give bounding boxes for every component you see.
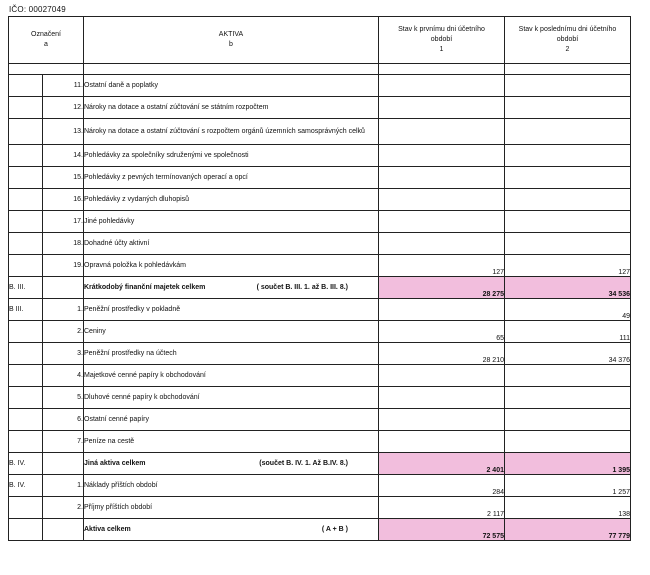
header-designation-title: Označení xyxy=(31,31,61,38)
row-value-first xyxy=(379,365,505,387)
row-value-first xyxy=(379,211,505,233)
row-code xyxy=(9,519,43,541)
table-row xyxy=(9,365,631,387)
row-code xyxy=(9,145,43,167)
table-row xyxy=(9,97,631,119)
row-value-first: 65 xyxy=(379,321,505,343)
row-label: Ostatní daně a poplatky xyxy=(84,75,379,97)
row-code xyxy=(9,365,43,387)
summary-row xyxy=(9,453,631,475)
row-number xyxy=(43,453,84,475)
row-code xyxy=(9,97,43,119)
header-assets-sub: b xyxy=(229,41,233,48)
header-last-day-title: Stav k poslednímu dni účetního období xyxy=(518,26,617,43)
row-value-first xyxy=(379,409,505,431)
row-code: B III. xyxy=(9,299,43,321)
row-value-first xyxy=(379,119,505,145)
row-code xyxy=(9,119,43,145)
row-formula: ( A + B ) xyxy=(321,526,348,533)
row-value-first xyxy=(379,145,505,167)
row-value-last: 1 257 xyxy=(505,475,631,497)
table-row xyxy=(9,475,631,497)
row-label: Peněžní prostředky v pokladně xyxy=(84,299,379,321)
row-number: 2. xyxy=(43,321,84,343)
row-value-last: 127 xyxy=(505,255,631,277)
row-number: 11. xyxy=(43,75,84,97)
row-label: Jiná aktiva celkem xyxy=(84,460,146,467)
table-row xyxy=(9,321,631,343)
row-label: Pohledávky za společníky sdruženými ve společnosti xyxy=(84,145,379,167)
total-assets-row xyxy=(9,519,631,541)
row-number: 15. xyxy=(43,167,84,189)
row-label-cell xyxy=(84,519,379,541)
row-code xyxy=(9,387,43,409)
table-row xyxy=(9,167,631,189)
row-number: 6. xyxy=(43,409,84,431)
row-label: Náklady příštích období xyxy=(84,475,379,497)
row-label: Pohledávky z vydaných dluhopisů xyxy=(84,189,379,211)
row-value-last xyxy=(505,387,631,409)
row-code: B. III. xyxy=(9,277,43,299)
header-first-day-sub: 1 xyxy=(439,46,444,53)
row-value-last: 77 779 xyxy=(505,519,631,541)
row-number: 4. xyxy=(43,365,84,387)
row-label: Ceniny xyxy=(84,321,379,343)
row-formula: (součet B. IV. 1. Až B.IV. 8.) xyxy=(259,460,348,467)
row-value-first xyxy=(379,431,505,453)
row-label: Nároky na dotace a ostatní zúčtování s rozpočtem orgánů územních samosprávných celků xyxy=(84,119,379,145)
table-row xyxy=(9,255,631,277)
row-label: Jiné pohledávky xyxy=(84,211,379,233)
row-number: 7. xyxy=(43,431,84,453)
row-code xyxy=(9,167,43,189)
row-number: 19. xyxy=(43,255,84,277)
row-value-first: 2 117 xyxy=(379,497,505,519)
row-value-last xyxy=(505,233,631,255)
row-value-last xyxy=(505,75,631,97)
row-label: Ostatní cenné papíry xyxy=(84,409,379,431)
row-number: 3. xyxy=(43,343,84,365)
row-value-last xyxy=(505,97,631,119)
row-number: 1. xyxy=(43,475,84,497)
row-code xyxy=(9,343,43,365)
row-number xyxy=(43,519,84,541)
row-code xyxy=(9,255,43,277)
row-value-first: 72 575 xyxy=(379,519,505,541)
table-row xyxy=(9,75,631,97)
row-number: 1. xyxy=(43,299,84,321)
row-value-last: 49 xyxy=(505,299,631,321)
row-label: Aktiva celkem xyxy=(84,526,131,533)
ico-label: IČO: 00027049 xyxy=(9,5,66,14)
row-number: 13. xyxy=(43,119,84,145)
row-value-first xyxy=(379,233,505,255)
row-value-first xyxy=(379,299,505,321)
row-code: B. IV. xyxy=(9,453,43,475)
table-row xyxy=(9,189,631,211)
row-value-first: 284 xyxy=(379,475,505,497)
row-value-first: 28 275 xyxy=(379,277,505,299)
row-value-last: 138 xyxy=(505,497,631,519)
row-value-last: 34 536 xyxy=(505,277,631,299)
row-code: B. IV. xyxy=(9,475,43,497)
row-value-last: 1 395 xyxy=(505,453,631,475)
row-label: Krátkodobý finanční majetek celkem xyxy=(84,284,206,291)
spacer-row xyxy=(9,64,631,75)
row-value-last xyxy=(505,431,631,453)
row-value-first xyxy=(379,167,505,189)
row-value-first xyxy=(379,189,505,211)
row-code xyxy=(9,497,43,519)
table-row xyxy=(9,497,631,519)
table-row xyxy=(9,343,631,365)
summary-row xyxy=(9,277,631,299)
header-last-day-sub: 2 xyxy=(565,46,570,53)
table-row xyxy=(9,299,631,321)
row-value-last xyxy=(505,145,631,167)
header-first-day xyxy=(379,17,505,64)
row-code xyxy=(9,321,43,343)
row-label-cell xyxy=(84,453,379,475)
row-number: 17. xyxy=(43,211,84,233)
row-label: Peníze na cestě xyxy=(84,431,379,453)
row-number: 12. xyxy=(43,97,84,119)
row-value-first: 28 210 xyxy=(379,343,505,365)
row-value-last xyxy=(505,167,631,189)
table-row xyxy=(9,211,631,233)
row-value-first: 127 xyxy=(379,255,505,277)
header-assets xyxy=(84,17,379,64)
row-label: Majetkové cenné papíry k obchodování xyxy=(84,365,379,387)
table-row xyxy=(9,387,631,409)
row-number: 2. xyxy=(43,497,84,519)
table-row xyxy=(9,119,631,145)
row-label: Pohledávky z pevných termínovaných operací a opcí xyxy=(84,167,379,189)
row-code xyxy=(9,431,43,453)
row-code xyxy=(9,211,43,233)
row-number: 18. xyxy=(43,233,84,255)
row-number xyxy=(43,277,84,299)
row-label: Peněžní prostředky na účtech xyxy=(84,343,379,365)
row-label: Opravná položka k pohledávkám xyxy=(84,255,379,277)
table-row xyxy=(9,409,631,431)
row-code xyxy=(9,189,43,211)
header-first-day-title: Stav k prvnímu dni účetního období xyxy=(398,26,485,43)
row-value-last xyxy=(505,409,631,431)
row-code xyxy=(9,409,43,431)
balance-sheet-table xyxy=(8,16,631,541)
row-value-last xyxy=(505,119,631,145)
table-header-row xyxy=(9,17,631,64)
row-value-first: 2 401 xyxy=(379,453,505,475)
row-number: 14. xyxy=(43,145,84,167)
header-designation xyxy=(9,17,84,64)
row-label-cell xyxy=(84,277,379,299)
table-row xyxy=(9,145,631,167)
row-formula: ( součet B. III. 1. až B. III. 8.) xyxy=(256,284,348,291)
row-value-last: 111 xyxy=(505,321,631,343)
row-label: Nároky na dotace a ostatní zúčtování se státním rozpočtem xyxy=(84,97,379,119)
row-label: Příjmy příštích období xyxy=(84,497,379,519)
row-code xyxy=(9,233,43,255)
row-value-first xyxy=(379,387,505,409)
table-row xyxy=(9,233,631,255)
header-designation-sub: a xyxy=(44,41,48,48)
row-value-first xyxy=(379,97,505,119)
row-label: Dluhové cenné papíry k obchodování xyxy=(84,387,379,409)
table-row xyxy=(9,431,631,453)
row-value-first xyxy=(379,75,505,97)
header-assets-title: AKTIVA xyxy=(218,31,244,38)
row-code xyxy=(9,75,43,97)
row-value-last xyxy=(505,365,631,387)
header-last-day xyxy=(505,17,631,64)
row-value-last xyxy=(505,189,631,211)
row-label: Dohadné účty aktivní xyxy=(84,233,379,255)
row-number: 16. xyxy=(43,189,84,211)
row-value-last xyxy=(505,211,631,233)
row-value-last: 34 376 xyxy=(505,343,631,365)
row-number: 5. xyxy=(43,387,84,409)
